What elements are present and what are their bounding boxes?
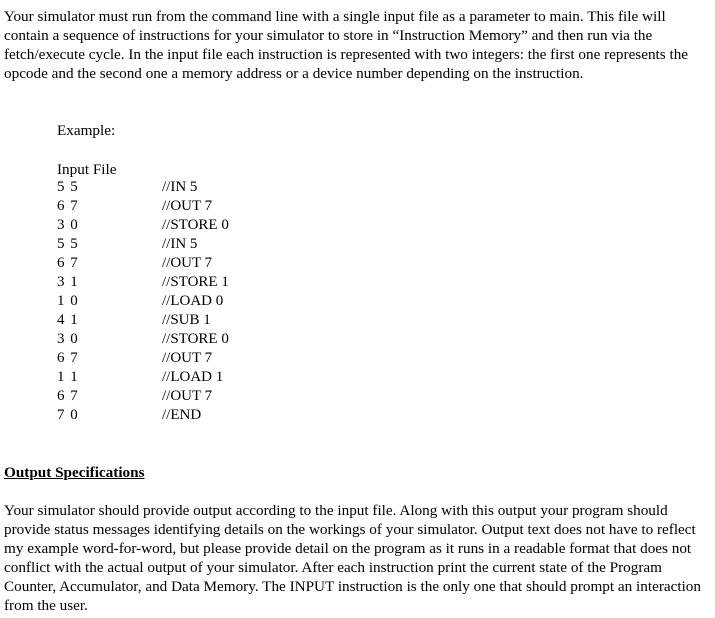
code-comment: //STORE 1	[162, 274, 229, 290]
output-specifications-heading: Output Specifications	[4, 464, 145, 481]
code-line	[57, 273, 229, 292]
code-comment: //LOAD 1	[162, 369, 224, 385]
code-line	[57, 349, 229, 368]
code-numbers: 6 7	[57, 388, 79, 404]
input-file-header: Input File	[57, 161, 117, 178]
code-numbers: 1 0	[57, 293, 79, 309]
output-paragraph: Your simulator should provide output according to the input file. Along with this output your program should provide status messages identifying details on the workings of your simulator. Output text does not have to reflect my example word-for-word, but please provide detail on the program as it runs in a readable format that does not conflict with the actual output of your simulator. After each instruction print the current state of the Program Counter, Accumulator, and Data Memory. The INPUT instruction is the only one that should prompt an interaction from the user.	[4, 502, 701, 614]
code-numbers: 3 0	[57, 217, 79, 233]
code-line	[57, 197, 229, 216]
code-line	[57, 254, 229, 273]
intro-paragraph: Your simulator must run from the command line with a single input file as a parameter to main. This file will contain a sequence of instructions for your simulator to store in “Instruction Memory” and then run via the fetch/execute cycle. In the input file each instruction is represented with two integers: the first one represents the opcode and the second one a memory address or a device number depending on the instruction.	[4, 8, 689, 82]
code-numbers: 7 0	[57, 407, 79, 423]
code-comment: //STORE 0	[162, 217, 229, 233]
code-line	[57, 178, 229, 197]
code-numbers: 4 1	[57, 312, 79, 328]
code-numbers: 6 7	[57, 255, 79, 271]
code-line	[57, 311, 229, 330]
code-numbers: 1 1	[57, 369, 79, 385]
code-comment: //STORE 0	[162, 331, 229, 347]
code-comment: //IN 5	[162, 236, 198, 252]
code-comment: //END	[162, 407, 202, 423]
code-line	[57, 216, 229, 235]
code-line	[57, 368, 229, 387]
code-numbers: 5 5	[57, 179, 79, 195]
code-numbers: 3 0	[57, 331, 79, 347]
code-line	[57, 292, 229, 311]
code-comment: //LOAD 0	[162, 293, 224, 309]
code-comment: //OUT 7	[162, 388, 213, 404]
code-numbers: 3 1	[57, 274, 79, 290]
code-comment: //OUT 7	[162, 198, 213, 214]
code-line	[57, 406, 229, 425]
code-comment: //SUB 1	[162, 312, 211, 328]
code-line	[57, 387, 229, 406]
code-numbers: 5 5	[57, 236, 79, 252]
code-line	[57, 235, 229, 254]
code-line	[57, 330, 229, 349]
code-numbers: 6 7	[57, 198, 79, 214]
code-numbers: 6 7	[57, 350, 79, 366]
code-comment: //IN 5	[162, 179, 198, 195]
example-label: Example:	[57, 122, 116, 139]
code-comment: //OUT 7	[162, 350, 213, 366]
code-comment: //OUT 7	[162, 255, 213, 271]
code-block	[57, 178, 229, 425]
